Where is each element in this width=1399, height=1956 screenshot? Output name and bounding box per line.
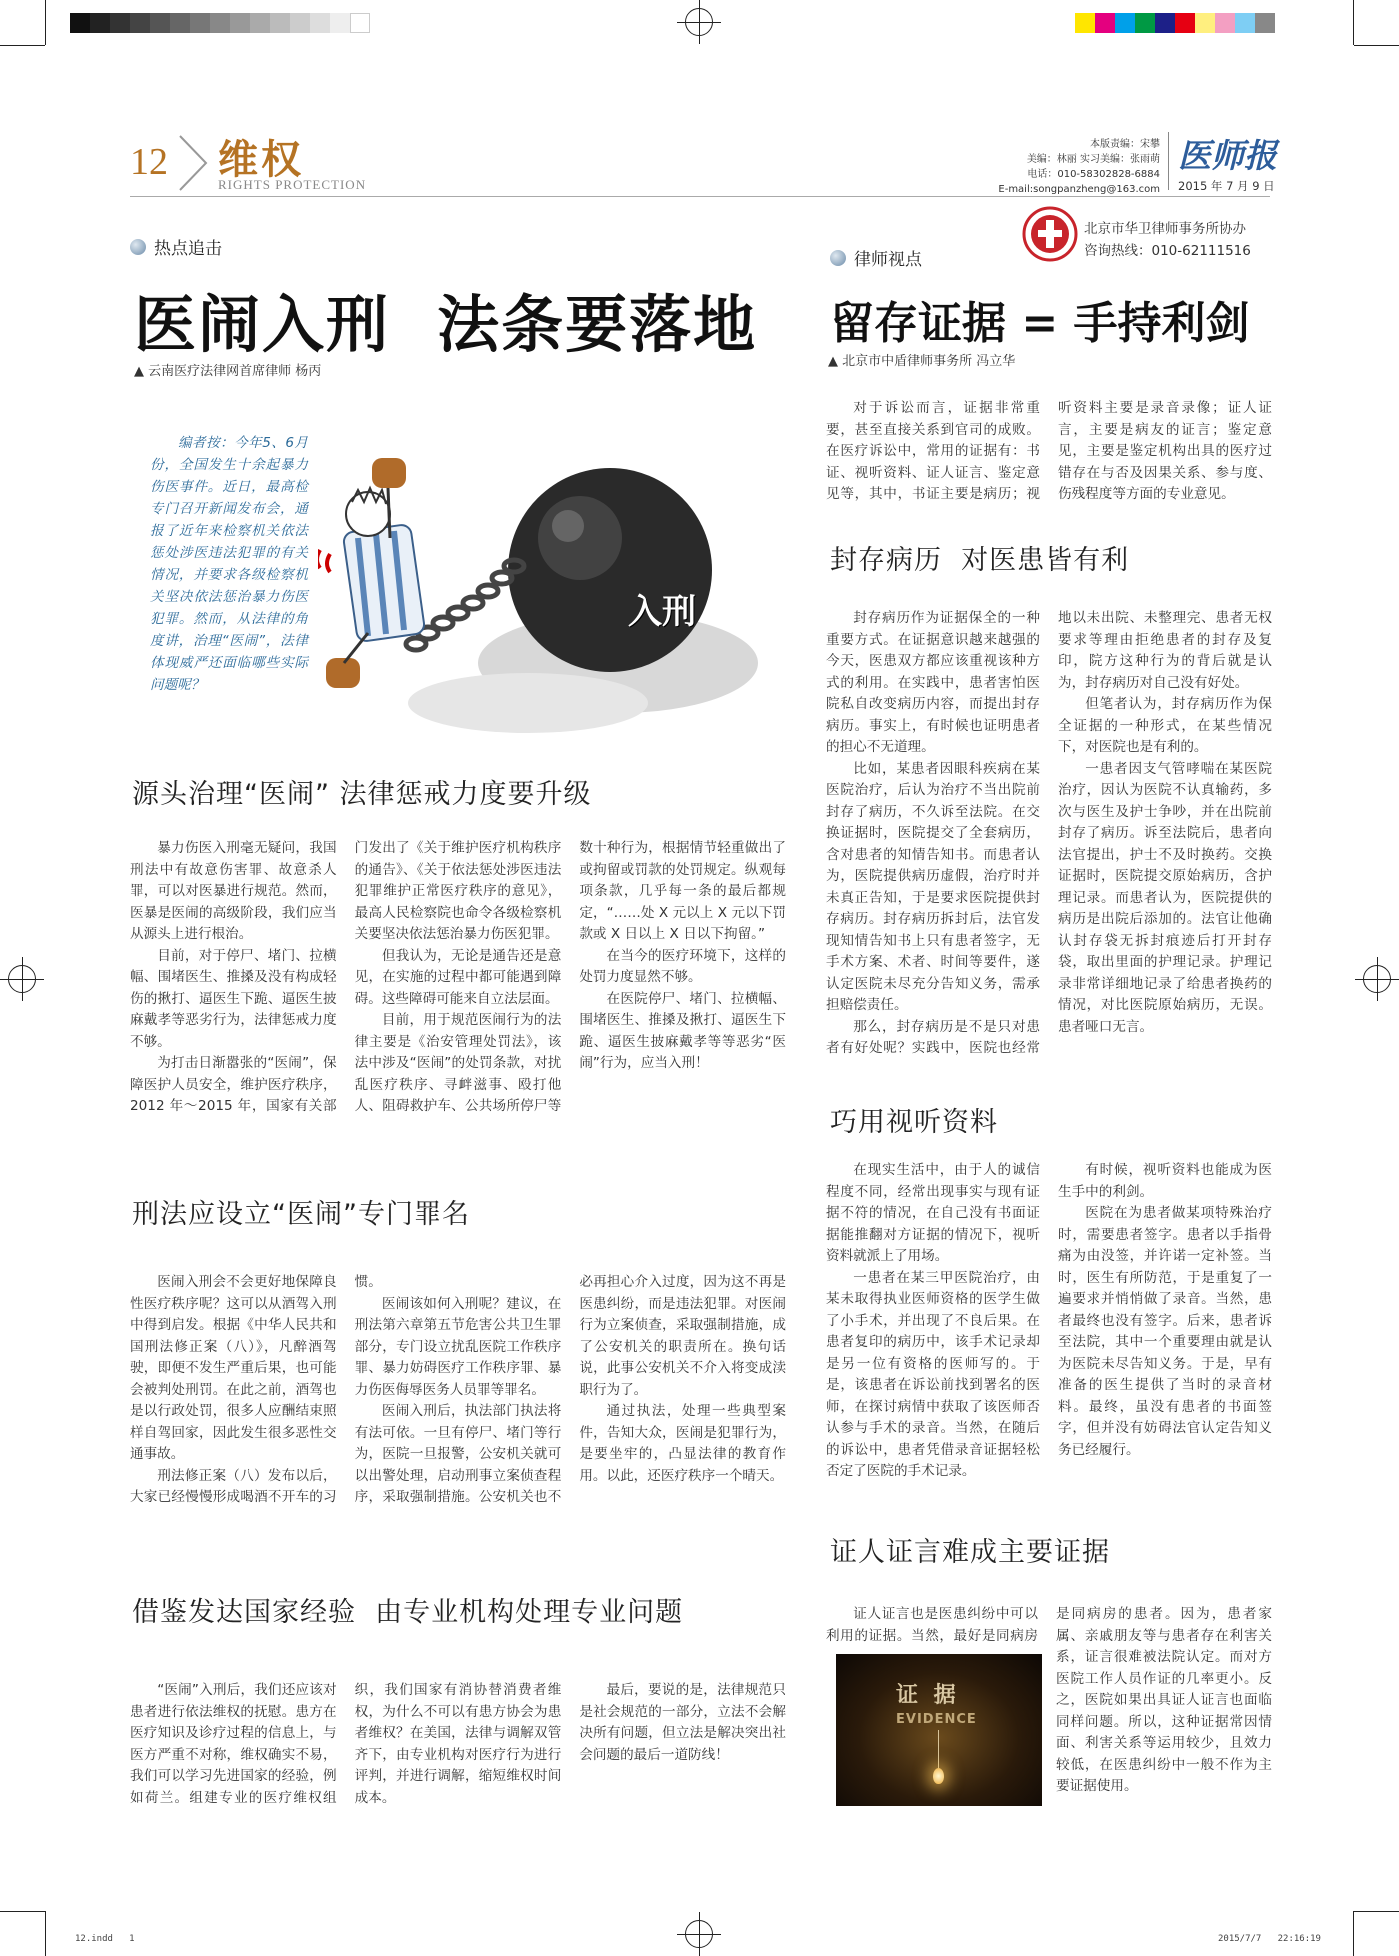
illustration-label: 入刑 bbox=[628, 592, 696, 632]
paragraph: 医院在为患者做某项特殊治疗时，需要患者签字。患者以手指骨痛为由没签，并许诺一定补签。当时，医生有所防范，于是重复了一遍要求并悄悄做了录音。当然，患者最终也没有签字。后来，患者诉至法院，其中一个重要理由就是认为医院未尽告知义务。于是，早有准备的医生提供了当时的录音材料。最终，虽没有患者的书面签字，但并没有妨碍法官认定告知义务已经履行。 bbox=[1058, 1205, 1272, 1458]
paragraph: 刑法修正案（八）发布以后，大家已经慢慢形成喝酒不开车的习惯。 bbox=[130, 1274, 382, 1505]
trim-mark bbox=[45, 0, 46, 45]
paragraph: 为打击日渐嚣张的“医闹”，保障医护人员安全，维护医疗秩序，2012 年～2015 年，国家有关部门发出了《关于维护医疗机构秩序的通告》、《关于依法惩处涉医违法犯罪维护正常医疗秩序的意见》，最高人民检察院也命令各级检察机关要坚决依法惩治暴力伤医犯罪。 bbox=[130, 840, 562, 1114]
bullet-icon bbox=[130, 239, 146, 255]
chevron-icon bbox=[176, 132, 212, 194]
paragraph: 但我认为，无论是通告还是意见，在实施的过程中都可能遇到障碍。这些障碍可能来自立法层面。 bbox=[354, 947, 562, 1007]
page-number: 12 bbox=[130, 141, 168, 183]
registration-mark bbox=[677, 0, 721, 44]
article-body bbox=[130, 1272, 786, 1564]
trim-mark bbox=[45, 1911, 46, 1956]
trim-mark bbox=[1353, 0, 1354, 45]
section-heading: 巧用视听资料 bbox=[830, 1107, 998, 1138]
illustration-ball-and-chain bbox=[318, 458, 788, 748]
paragraph: 在医院停尸、堵门、拉横幅、围堵医生、推搡及揪打、逼医生下跪、逼医生披麻戴孝等等恶劣“医闹”行为，应当入刑！ bbox=[579, 990, 786, 1071]
paragraph: 在当今的医疗环境下，这样的处罚力度显然不够。 bbox=[579, 947, 786, 985]
registration-mark bbox=[677, 1912, 721, 1956]
paragraph: 对于诉讼而言，证据非常重要，甚至直接关系到官司的成败。在医疗诉讼中，常用的证据有：书证、视听资料、证人证言、鉴定意见等，其中，书证主要是病历；视听资料主要是录音录像；证人证言，主要是病友的证言；鉴定意见，主要是鉴定机构出具的医疗过错存在与否及因果关系、参与度、伤残程度等方面的专业意见。 bbox=[826, 400, 1272, 502]
paragraph: 有时候，视听资料也能成为医生手中的利剑。 bbox=[1058, 1162, 1272, 1200]
file-slug: 12.indd 1 bbox=[75, 1934, 135, 1944]
header-divider bbox=[1168, 132, 1169, 190]
paragraph: 在现实生活中，由于人的诚信程度不同，经常出现事实与现有证据不符的情况，在自己没有书面证据能推翻对方证据的情况下，视听资料就派上了用场。 bbox=[826, 1162, 1040, 1264]
paragraph: 一患者在某三甲医院治疗，由某未取得执业医师资格的医学生做了小手术，并出现了不良后果。在患者复印的病历中，该手术记录却是另一位有资格的医师写的。于是，该患者在诉讼前找到署名的医师，在探讨病情中获取了该医师否认参与手术的录音。当然，在随后的诉讼中，患者凭借录音证据轻松否定了医院的手术记录。 bbox=[826, 1269, 1040, 1479]
paragraph: “医闹”入刑后，我们还应该对患者进行依法维权的抚慰。患方在医疗知识及诊疗过程的信息上，与医方严重不对称，维权确实不易，我们可以学习先进国家的经验，例如荷兰。组建专业的医疗维权组织，我们国家有消协替消费者维权，为什么不可以有患方协会为患者维权？在美国，法律与调解双管齐下，由专业机构对医疗行为进行评判，并进行调解，缩短维权时间成本。 bbox=[130, 1682, 562, 1806]
section-heading: 刑法应设立“医闹”专门罪名 bbox=[132, 1199, 470, 1230]
paragraph: 一患者因支气管哮喘在某医院治疗，因认为医院不认真输药，多次与医生及护士争吵，并在出院前封存了病历。诉至法院后，患者向法官提出，护士不及时换药。交换证据时，医院提交原始病历，含护理记录。而患者认为，医院提供的病历是出院后添加的。法官让他确认封存袋无拆封痕迹后打开封存袋，取出里面的护理记录。护理记录非常详细地记录了给患者换药的情况，对比医院原始病历，无误。患者哑口无言。 bbox=[1058, 760, 1272, 1035]
paragraph: 最后，要说的是，法律规范只是社会规范的一部分，立法不会解决所有问题，但立法是解决突出社会问题的最后一道防线！ bbox=[579, 1682, 786, 1763]
section-heading: 源头治理“医闹” 法律惩戒力度要升级 bbox=[132, 779, 592, 810]
article-body-lead bbox=[826, 1604, 1038, 1652]
bullet-icon bbox=[830, 250, 846, 266]
evidence-photo bbox=[836, 1654, 1042, 1806]
byline: ▲ 北京市中盾律师事务所 冯立华 bbox=[828, 354, 1016, 369]
tag-label: 热点追击 bbox=[154, 239, 222, 259]
paragraph: 通过执法，处理一些典型案件，告知大众，医闹是犯罪行为，是要坐牢的，凸显法律的教育作用。以此，还医疗秩序一个晴天。 bbox=[579, 1403, 786, 1484]
byline: ▲ 云南医疗法律网首席律师 杨丙 bbox=[134, 364, 322, 379]
paragraph: 是同病房的患者。因为，患者家属、亲戚朋友等与患者存在利害关系，证言很难被法院认定。而对方医院工作人员作证的几率更小。反之，医院如果出具证人证言也面临同样问题。所以，这种证据常因情面、利害关系等运用较少，且效力较低，在医患纠纷中一般不作为主要证据使用。 bbox=[1056, 1606, 1272, 1794]
paragraph: 目前，对于停尸、堵门、拉横幅、围堵医生、推搡及没有构成轻伤的揪打、逼医生下跪、逼医生披麻戴孝等恶劣行为，法律惩戒力度不够。 bbox=[130, 947, 337, 1050]
section-subtitle: RIGHTS PROTECTION bbox=[218, 177, 367, 192]
staff-credits bbox=[960, 137, 1160, 197]
staff-line: E-mail:songpanzheng@163.com bbox=[998, 184, 1160, 195]
trim-mark bbox=[1354, 45, 1399, 46]
section-heading: 封存病历 对医患皆有利 bbox=[830, 545, 1130, 576]
section-heading: 证人证言难成主要证据 bbox=[830, 1537, 1110, 1568]
photo-text: 证 据 bbox=[896, 1683, 960, 1708]
timestamp-slug: 2015/7/7 22:16:19 bbox=[1218, 1934, 1321, 1944]
paragraph: 那么，封存病历是不是只对患者有好处呢？实践中，医院也经常地以未出院、未整理完、患者无权要求等理由拒绝患者的封存及复印，院方这种行为的背后就是认为，封存病历对自己没有好处。 bbox=[826, 610, 1272, 1056]
paragraph: 证人证言也是医患纠纷中可以利用的证据。当然，最好是同病房 bbox=[826, 1606, 1038, 1644]
main-headline: 医闹入刑 法条要落地 bbox=[134, 288, 758, 361]
intro-body bbox=[826, 398, 1272, 506]
paragraph: 封存病历作为证据保全的一种重要方式。在证据意识越来越强的今天，医患双方都应该重视该种方式的利用。在实践中，患者害怕医院私自改变病历内容，而提出封存病历。事实上，有时候也证明患者的担心不无道理。 bbox=[826, 610, 1040, 755]
paragraph: 医闹该如何入刑呢？建议，在刑法第六章第五节危害公共卫生罪部分，专门设立扰乱医院工作秩序罪、暴力妨碍医疗工作秩序罪、暴力伤医侮辱医务人员罪等罪名。 bbox=[354, 1295, 562, 1398]
trim-mark bbox=[0, 45, 45, 46]
staff-line: 美编：林丽 实习美编：张雨萌 bbox=[1026, 154, 1160, 165]
section-title: 维权 bbox=[218, 137, 304, 183]
color-bar bbox=[1075, 13, 1275, 33]
paragraph: 医闹入刑后，执法部门执法将有法可依。一旦有停尸、堵门等行为，医院一旦报警，公安机关就可以出警处理，启动刑事立案侦查程序，采取强制措施。公安机关也不必再担心介入过度，因为这不再是医患纠纷，而是违法犯罪。对医闹行为立案侦查，采取强制措施，成了公安机关的职责所在。换句话说，此事公安机关不介入将变成渎职行为了。 bbox=[354, 1274, 786, 1505]
article-body bbox=[826, 1160, 1272, 1514]
registration-mark bbox=[0, 957, 44, 1001]
grayscale-bar bbox=[70, 13, 370, 33]
trim-mark bbox=[0, 1911, 45, 1912]
article-body bbox=[130, 1680, 786, 1860]
editor-note: 编者按：今年5、6月份，全国发生十余起暴力伤医事件。近日，最高检专门召开新闻发布会，通报了近年来检察机关依法惩处涉医违法犯罪的有关情况，并要求各级检察机关坚决依法惩治暴力伤医犯罪。然而，从法律的角度讲，治理“医闹”，法律体现威严还面临哪些实际问题呢？ bbox=[150, 435, 308, 693]
trim-mark bbox=[1353, 1911, 1354, 1956]
sponsor-hotline: 咨询热线：010-62111516 bbox=[1084, 243, 1251, 259]
hot-topic-tag bbox=[130, 234, 222, 259]
masthead-logo: 医师报 bbox=[1178, 136, 1277, 175]
paragraph: 比如，某患者因眼科疾病在某医院治疗，后认为治疗不当出院前封存了病历，不久诉至法院。在交换证据时，医院提交了全套病历，含对患者的知情告知书。而患者认为，医院提供病历虚假，治疗时并未真正告知，于是要求医院提供封存病历。封存病历拆封后，法官发现知情告知书上只有患者签字，无手术方案、术者、时间等要件，遂认定医院未尽充分告知义务，需承担赔偿责任。 bbox=[826, 760, 1040, 1013]
staff-line: 电话：010-58302828-6884 bbox=[1027, 169, 1160, 180]
right-headline: 留存证据 = 手持利剑 bbox=[830, 298, 1250, 349]
paragraph: 暴力伤医入刑毫无疑问，我国刑法中有故意伤害罪、故意杀人罪，可以对医暴进行规范。然而，医暴是医闹的高级阶段，我们应当从源头上进行根治。 bbox=[130, 840, 337, 942]
article-body bbox=[826, 608, 1272, 1072]
tag-label: 律师视点 bbox=[854, 250, 922, 270]
staff-line: 本版责编：宋攀 bbox=[1090, 139, 1160, 150]
section-heading: 借鉴发达国家经验 由专业机构处理专业问题 bbox=[132, 1597, 684, 1628]
photo-text: EVIDENCE bbox=[896, 1712, 977, 1727]
sponsor-org: 北京市华卫律师事务所协办 bbox=[1084, 221, 1246, 237]
issue-date: 2015 年 7 月 9 日 bbox=[1178, 179, 1275, 193]
article-body-cont bbox=[1056, 1604, 1272, 1804]
trim-mark bbox=[1354, 1911, 1399, 1912]
registration-mark bbox=[1355, 957, 1399, 1001]
law-firm-seal-icon bbox=[1022, 206, 1078, 262]
light-bulb-icon bbox=[933, 1768, 944, 1784]
lawyer-view-tag bbox=[830, 245, 922, 270]
header-rule bbox=[130, 196, 1270, 197]
article-body bbox=[130, 838, 786, 1150]
paragraph: 医闹入刑会不会更好地保障良性医疗秩序呢？这可以从酒驾入刑中得到启发。根据《中华人民共和国刑法修正案（八）》，凡醉酒驾驶，即便不发生严重后果，也可能会被判处刑罚。在此之前，酒驾也是以行政处罚，很多人应酬结束照样自驾回家，因此发生很多恶性交通事故。 bbox=[130, 1274, 337, 1462]
paragraph: 目前，用于规范医闹行为的法律主要是《治安管理处罚法》，该法中涉及“医闹”的处罚条款，对扰乱医疗秩序、寻衅滋事、殴打他人、阻碍救护车、公共场所停尸等数十种行为，根据情节轻重做出了或拘留或罚款的处罚规定。纵观每项条款，几乎每一条的最后都规定，“……处 X 元以上 X 元以下罚款或 X 日以上 X 日以下拘留。” bbox=[354, 840, 786, 1114]
paragraph: 但笔者认为，封存病历作为保全证据的一种形式，在某些情况下，对医院也是有利的。 bbox=[1058, 696, 1272, 755]
sponsor-info bbox=[1084, 218, 1251, 262]
